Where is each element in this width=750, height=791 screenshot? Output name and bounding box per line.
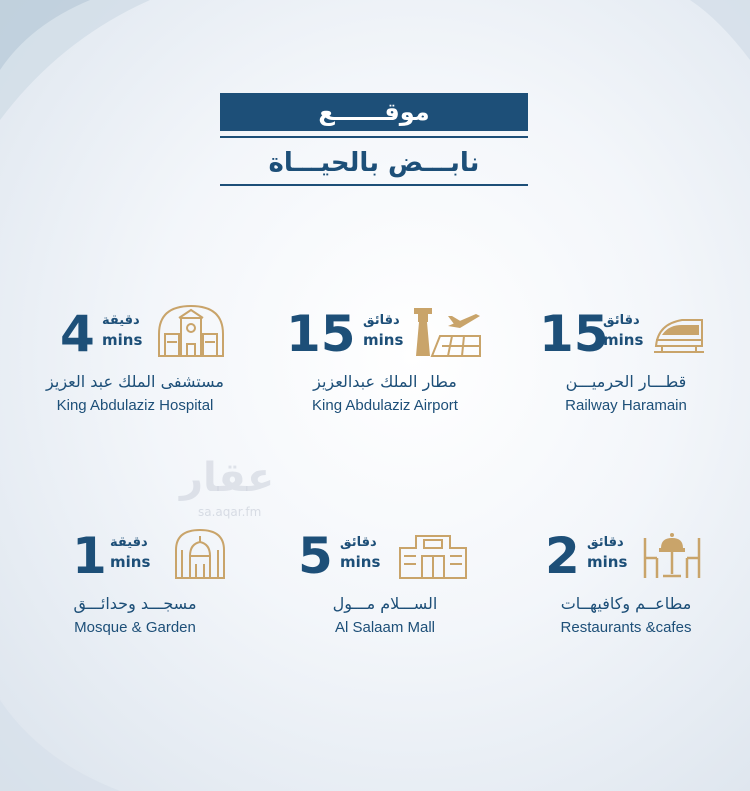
minutes-unit-ar: دقائق xyxy=(587,535,624,550)
minutes-number: 2 xyxy=(545,527,580,585)
hospital-icon xyxy=(155,304,227,358)
minutes-unit-en: mins xyxy=(102,331,143,349)
location-card-restaurants xyxy=(511,526,741,636)
location-name-ar: مسجـــد وحدائـــق xyxy=(73,594,197,613)
location-card-mall xyxy=(270,526,500,636)
minutes-unit-en: mins xyxy=(110,553,151,571)
minutes-number: 5 xyxy=(298,527,333,585)
location-name-ar: مطاعــم وكافيهــات xyxy=(560,594,692,613)
location-name-en: King Abdulaziz Airport xyxy=(312,397,458,414)
page-subtitle: نابـــض بالحيـــاة xyxy=(268,148,480,178)
location-name-ar: مستشفى الملك عبد العزيز xyxy=(46,372,224,391)
restaurant-icon xyxy=(639,526,705,580)
minutes-unit-ar: دقائق xyxy=(340,535,377,550)
location-name-ar: الســـلام مـــول xyxy=(332,594,438,613)
location-name-en: King Abdulaziz Hospital xyxy=(56,397,214,414)
watermark-logo: عقار xyxy=(180,455,275,501)
location-name-en: Mosque & Garden xyxy=(74,619,196,636)
location-card-hospital xyxy=(20,304,250,414)
location-name-en: Restaurants &cafes xyxy=(560,619,692,636)
minutes-unit-en: mins xyxy=(363,331,404,349)
minutes-unit-ar: دقيقة xyxy=(102,313,140,328)
minutes-unit-en: mins xyxy=(587,553,628,571)
train-icon xyxy=(652,304,706,358)
minutes-unit-ar: دقيقة xyxy=(110,535,148,550)
location-card-airport xyxy=(270,304,500,414)
location-name-en: Al Salaam Mall xyxy=(334,619,436,636)
watermark-url: sa.aqar.fm xyxy=(198,505,262,519)
minutes-unit-en: mins xyxy=(340,553,381,571)
page-title: موقــــــع xyxy=(220,93,528,131)
airport-icon xyxy=(410,304,482,358)
minutes-number: 1 xyxy=(72,527,107,585)
divider xyxy=(220,184,528,186)
minutes-unit-ar: دقائق xyxy=(603,313,640,328)
location-card-train xyxy=(511,304,741,414)
minutes-unit-en: mins xyxy=(603,331,644,349)
mosque-icon xyxy=(170,526,230,580)
minutes-number: 15 xyxy=(539,305,609,363)
location-name-ar: مطار الملك عبدالعزيز xyxy=(313,372,457,391)
minutes-unit-ar: دقائق xyxy=(363,313,400,328)
location-name-en: Railway Haramain xyxy=(565,397,687,414)
mall-icon xyxy=(398,526,468,580)
minutes-number: 4 xyxy=(60,305,95,363)
minutes-number: 15 xyxy=(286,305,356,363)
location-name-ar: قطـــار الحرميـــن xyxy=(565,372,687,391)
location-card-mosque xyxy=(20,526,250,636)
header xyxy=(220,93,528,186)
